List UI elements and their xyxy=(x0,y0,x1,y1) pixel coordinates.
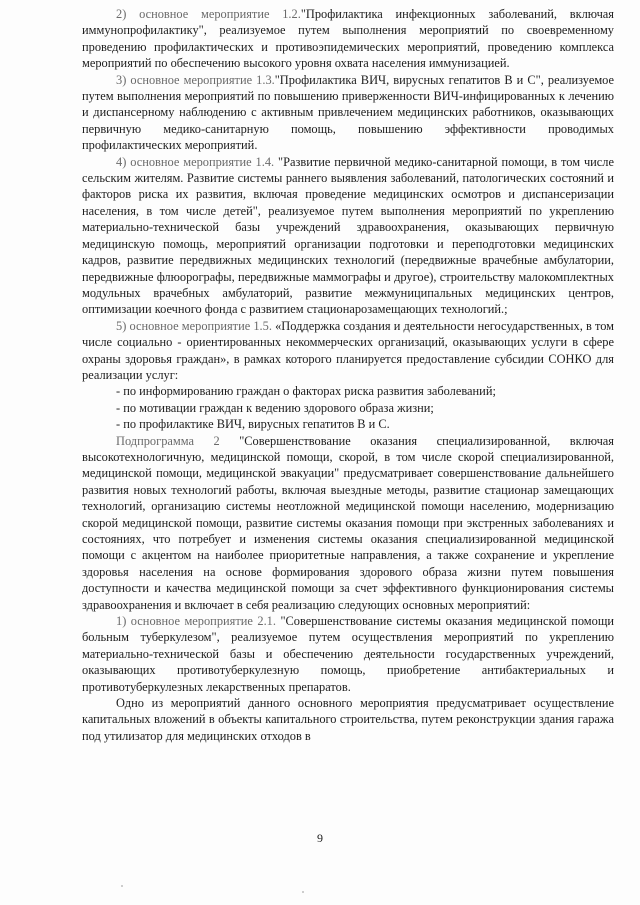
document-body xyxy=(82,6,614,744)
paragraph-event-2-1 xyxy=(82,613,614,695)
list-item: - по мотивации граждан к ведению здорового образа жизни; xyxy=(116,400,434,415)
paragraph-lead: Подпрограмма 2 xyxy=(116,433,220,448)
paragraph-lead: 5) основное мероприятие 1.5. xyxy=(116,318,272,333)
scan-speck xyxy=(121,885,123,887)
paragraph-text: "Совершенствование оказания специализированной, включая высокотехнологичную, медицинской помощи, скорой, в том числе скорой специализированной, медицинской помощи, медицинской эвакуации" предусматривает совершенствование дальнейшего развития новых технологий работы, включая выездные методы, развитие стационар замещающих технологий, организацию системы неотложной медицинской помощи населению, модернизацию скорой медицинской помощи, развитие системы оказания помощи при экстренных заболеваниях и состояниях, что потребует и изменения системы оказания специализированной медицинской помощи с акцентом на наиболее приоритетные направления, а также сохранение и укрепление здоровья населения на основе формирования здорового образа жизни путем повышения доступности и качества медицинской помощи за счет эффективного функционирования системы здравоохранения и включает в себя реализацию следующих основных мероприятий: xyxy=(82,433,614,612)
paragraph-text: "Профилактика ВИЧ, вирусных гепатитов В и С", реализуемое путем выполнения мероприятий по повышению приверженности ВИЧ-инфицированных к лечению и диспансерному наблюдению с активным привлечением медицинских работников, оказывающих первичную медико-санитарную помощь, повышению эффективности проводимых профилактических мероприятий. xyxy=(82,72,615,153)
paragraph-lead: 1) основное мероприятие 2.1. xyxy=(116,614,276,629)
paragraph-text: «Поддержка создания и деятельности негосударственных, в том числе социально - ориентированных некоммерческих организаций, оказывающих услуги в сфере охраны здоровья граждан», в рамках которого планируется предоставление субсидии СОНКО для реализации услуг: xyxy=(82,318,614,382)
paragraph-lead: 3) основное мероприятие 1.3. xyxy=(116,72,275,87)
paragraph-lead: 4) основное мероприятие 1.4. xyxy=(116,154,275,169)
paragraph-event-1-3 xyxy=(82,72,614,154)
list-item: - по информированию граждан о факторах риска развития заболеваний; xyxy=(116,384,496,399)
list-item: - по профилактике ВИЧ, вирусных гепатитов В и С. xyxy=(116,417,390,432)
paragraph-closing: Одно из мероприятий данного основного мероприятия предусматривает осуществление капитальных вложений в объекты капитального строительства, путем реконструкции здания гаража под утилизатор для медицинских отходов в xyxy=(82,696,614,743)
scan-speck xyxy=(302,891,304,893)
paragraph-event-1-2 xyxy=(82,6,614,72)
paragraph-text: "Совершенствование системы оказания медицинской помощи больным туберкулезом", реализуемое путем осуществления мероприятий по укреплению материально-технической базы и обеспечению деятельности государственных учреждений, оказывающих противотуберкулезную помощь, приобретение антибактериальных и противотуберкулезных лекарственных препаратов. xyxy=(82,614,614,694)
paragraph-event-1-4 xyxy=(82,154,614,318)
paragraph-text: "Развитие первичной медико-санитарной помощи, в том числе сельским жителям. Развитие системы раннего выявления заболеваний, патологических состояний и факторов риска их развития, включая проведение медицинских осмотров и диспансеризации населения, в том числе детей", реализуемое путем выполнения мероприятий по укреплению материально-технической базы учреждений здравоохранения, оказывающих первичную медицинскую помощь, мероприятий организации подготовки и переподготовки медицинских кадров, развитие передвижных медицинских технологий (передвижные врачебные амбулатории, передвижные флюорографы, передвижные маммографы и другое), строительству малокомплектных модульных врачебных амбулаторий, развитие межмуниципальных медицинских центров, оптимизации коечного фонда с развитием стационарозамещающих технологий.; xyxy=(82,154,614,317)
paragraph-event-1-5 xyxy=(82,318,614,384)
page-number: 9 xyxy=(317,831,323,845)
paragraph-subprogram-2 xyxy=(82,433,614,613)
paragraph-lead: 2) основное мероприятие 1.2. xyxy=(116,7,301,21)
paragraph-text: "Профилактика инфекционных заболеваний, включая иммунопрофилактику", реализуемое путем выполнения мероприятий по своевременному проведению профилактических и противоэпидемических мероприятий, проведению комплекса мероприятий по обеспечению высокого уровня охвата населения иммунизацией. xyxy=(82,7,614,71)
